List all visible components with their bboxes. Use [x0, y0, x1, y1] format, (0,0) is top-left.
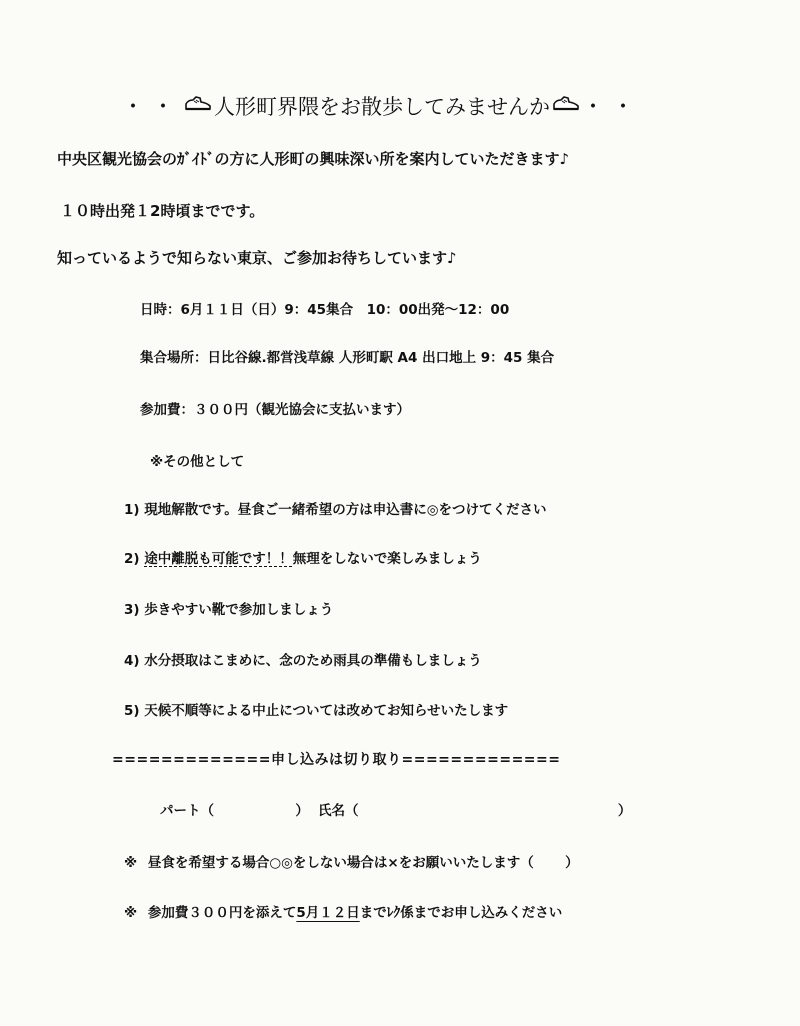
note-number: 1) [124, 502, 140, 518]
lunch-close: ） [565, 855, 579, 871]
note-item [124, 498, 546, 518]
note-item [124, 699, 508, 719]
cut-line: =============申し込みは切り取り============= [112, 752, 561, 768]
part-label: パート（ [160, 803, 214, 819]
shoe-icon [184, 94, 212, 118]
note-emphasis: 途中離脱も可能です！！ [144, 551, 293, 567]
shoe-icon [552, 94, 580, 118]
note-number: 4) [124, 653, 140, 669]
note-text: 歩きやすい靴で参加しましょう [144, 602, 334, 618]
note-mark: ※ [124, 905, 138, 921]
note-text: 天候不順等による中止については改めてお知らせいたします [144, 703, 509, 719]
name-label: 氏名（ [318, 803, 359, 819]
note-number: 2) [124, 551, 140, 567]
note-number: 3) [124, 602, 140, 618]
other-notes-heading: ※その他として [150, 454, 245, 470]
fee-text-after: までﾚｸ係までお申し込みください [359, 905, 563, 921]
part-close: ） [295, 803, 309, 819]
note-text: 無理をしないで楽しみましょう [292, 551, 482, 567]
title-dots-left: ・・ [122, 95, 183, 120]
intro-line-1: 中央区観光協会のｶﾞｲﾄﾞの方に人形町の興味深い所を案内していただきます♪ [57, 150, 570, 168]
event-datetime: 日時：6月１１日（日）9：45集合 10：00出発～12：00 [140, 302, 510, 318]
part-field [160, 799, 309, 819]
note-item [124, 547, 482, 567]
fee-text-before: 参加費３００円を添えて [147, 905, 297, 921]
note-mark: ※ [124, 855, 138, 871]
note-item [124, 598, 333, 618]
note-text: 現地解散です。昼食ご一緒希望の方は申込書に◎をつけてください [144, 502, 547, 518]
event-fee: 参加費：３００円（観光協会に支払います） [140, 402, 410, 418]
name-close: ） [617, 803, 632, 819]
name-field [318, 799, 631, 819]
fee-deadline-date: 5月１２日 [296, 905, 360, 921]
note-number: 5) [124, 703, 140, 719]
meeting-place: 集合場所：日比谷線.都営浅草線 人形町駅 A4 出口地上 9：45 集合 [140, 350, 555, 366]
intro-line-2: １０時出発１2時頃までです。 [60, 202, 265, 220]
lunch-request-line [124, 851, 579, 871]
title-text: 人形町界隈をお散歩してみませんか [214, 94, 551, 119]
fee-deadline-line [124, 901, 562, 921]
intro-line-3: 知っているようで知らない東京、ご参加お待ちしています♪ [57, 249, 457, 267]
note-text: 水分摂取はこまめに、念のため雨具の準備もしましょう [144, 653, 482, 669]
title-dots-right: ・・ [582, 95, 643, 120]
note-item [124, 649, 482, 669]
flyer-title [122, 90, 642, 121]
lunch-text: 昼食を希望する場合○◎をしない場合は×をお願いいたします（ [147, 855, 534, 871]
